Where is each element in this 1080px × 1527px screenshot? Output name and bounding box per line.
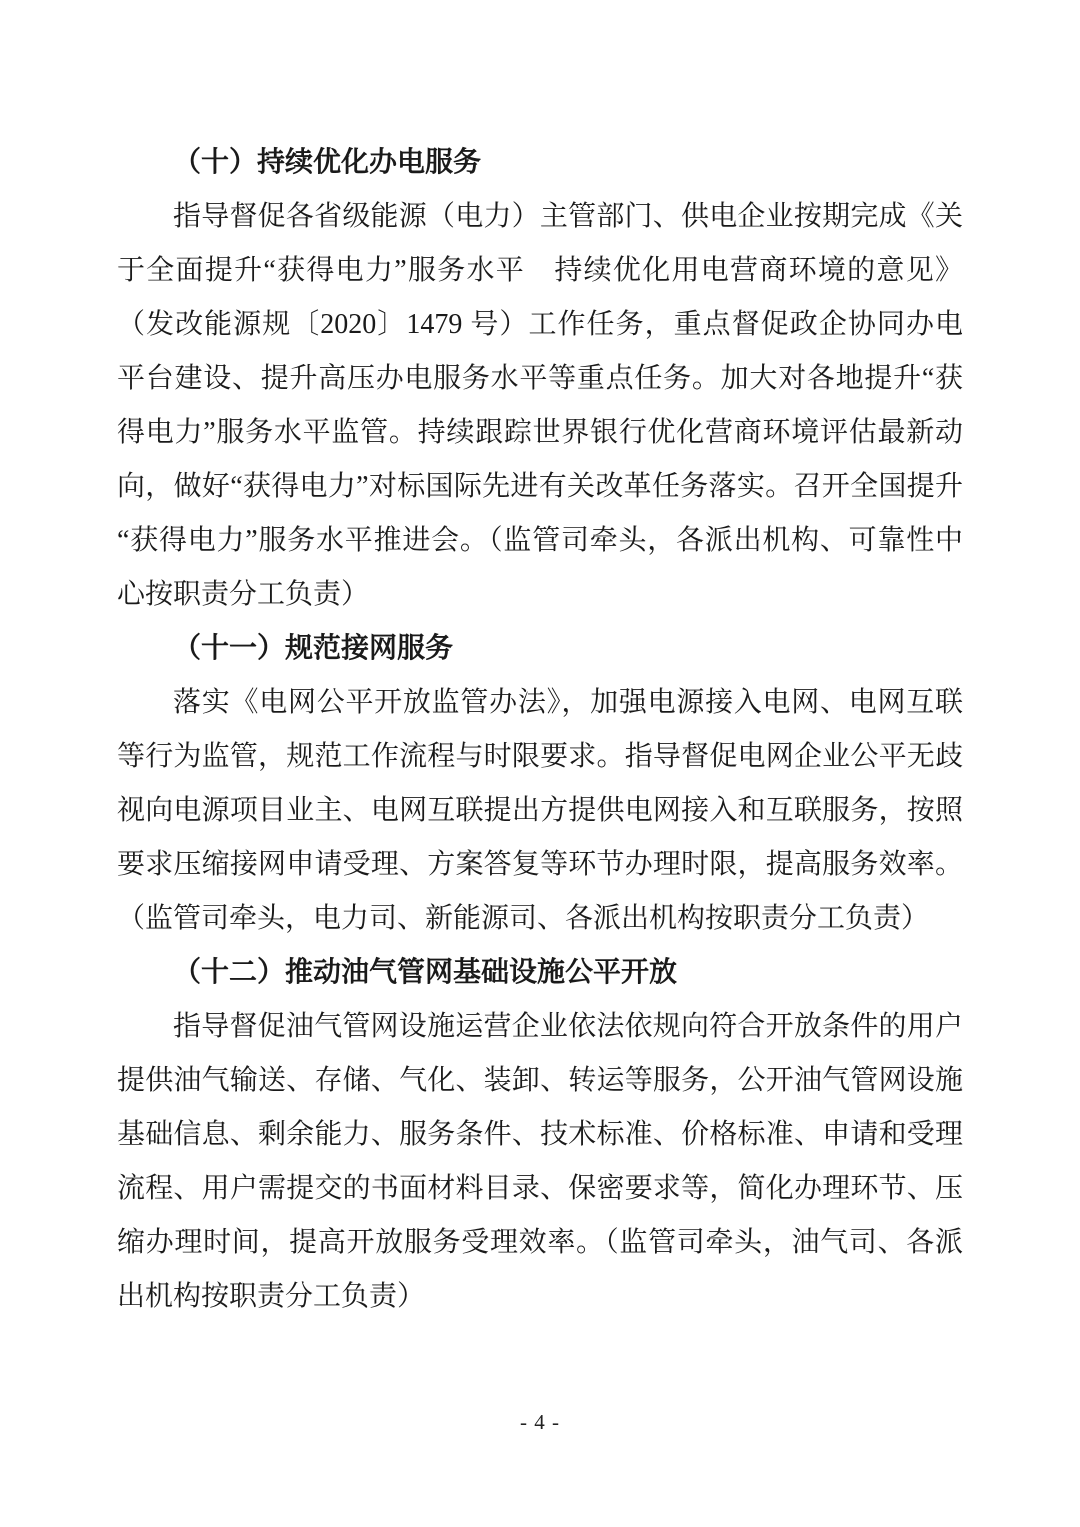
document-body xyxy=(117,136,963,1324)
page-footer xyxy=(0,1410,1080,1435)
body-paragraph: 指导督促油气管网设施运营企业依法依规向符合开放条件的用户提供油气输送、存储、气化、装卸、转运等服务，公开油气管网设施基础信息、剩余能力、服务条件、技术标准、价格标准、申请和受理流程、用户需提交的书面材料目录、保密要求等，简化办理环节、压缩办理时间，提高开放服务受理效率。（监管司牵头，油气司、各派出机构按职责分工负责） xyxy=(117,1011,963,1312)
body-paragraph: 落实《电网公平开放监管办法》，加强电源接入电网、电网互联等行为监管，规范工作流程与时限要求。指导督促电网企业公平无歧视向电源项目业主、电网互联提出方提供电网接入和互联服务，按照要求压缩接网申请受理、方案答复等环节办理时限，提高服务效率。（监管司牵头，电力司、新能源司、各派出机构按职责分工负责） xyxy=(117,687,963,934)
section-heading: （十二）推动油气管网基础设施公平开放 xyxy=(173,957,678,988)
section-heading: （十）持续优化办电服务 xyxy=(173,147,482,178)
page-number: - 4 - xyxy=(520,1410,560,1434)
section-heading: （十一）规范接网服务 xyxy=(173,633,454,664)
body-paragraph: 指导督促各省级能源（电力）主管部门、供电企业按期完成《关于全面提升“获得电力”服务水平 持续优化用电营商环境的意见》（发改能源规〔2020〕1479 号）工作任务，重点督促政企协同办电平台建设、提升高压办电服务水平等重点任务。加大对各地提升“获得电力”服务水平监管。持续跟踪世界银行优化营商环境评估最新动向，做好“获得电力”对标国际先进有关改革任务落实。召开全国提升“获得电力”服务水平推进会。（监管司牵头，各派出机构、可靠性中心按职责分工负责） xyxy=(117,201,963,610)
